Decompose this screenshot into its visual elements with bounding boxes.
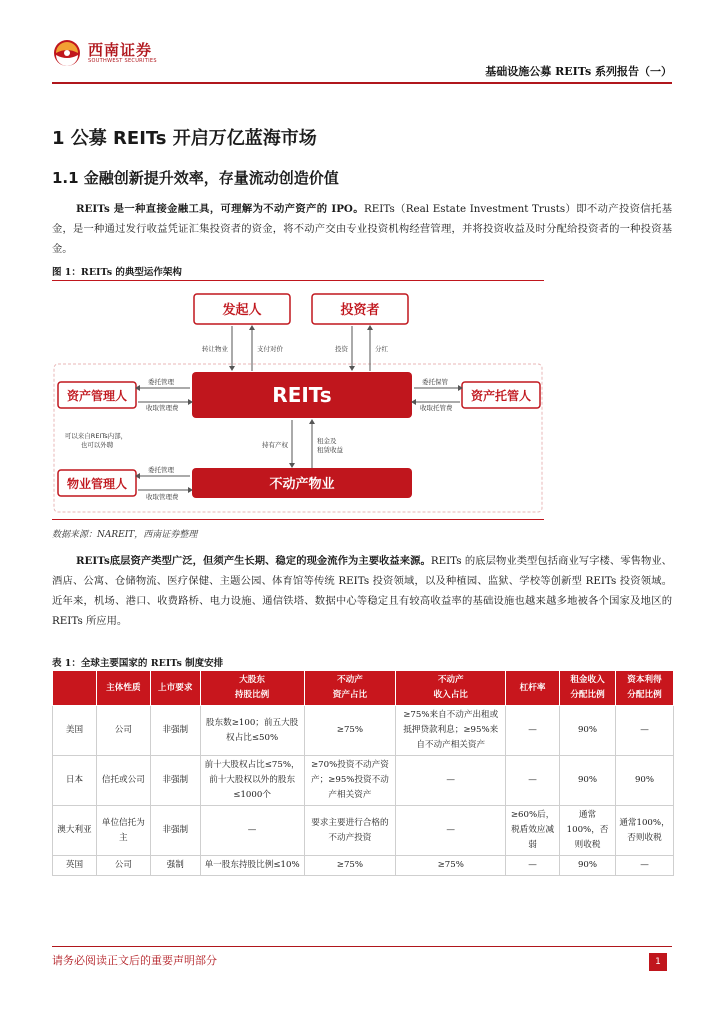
- section-heading-1: 1 公募 REITs 开启万亿蓝海市场: [52, 128, 317, 149]
- table-header-cell: 上市要求: [150, 671, 200, 706]
- disclaimer-notice: 请务必阅读正文后的重要声明部分: [52, 954, 217, 967]
- table-header-cell: [53, 671, 97, 706]
- section-heading-1-1: 1.1 金融创新提升效率，存量流动创造价值: [52, 169, 339, 187]
- transfer-property-label: 转让物业: [202, 345, 228, 353]
- table-cell: —: [506, 856, 560, 876]
- entrust-mgmt-label-1: 委托管理: [148, 378, 174, 386]
- table-cell: 单位信托为主: [96, 806, 150, 856]
- pay-consideration-arrowhead: [249, 325, 255, 330]
- reits-structure-diagram: [52, 286, 544, 516]
- table-cell: 日本: [53, 756, 97, 806]
- asset-type-paragraph-body: REITs 的底层物业类型包括商业写字楼、零售物业、酒店、公寓、仓储物流、医疗保健、主题公园、体育馆等传统 REITs 投资领域，以及种植园、监狱、学校等创新型 REITs 投资领域。近年来，机场、港口、收费路桥、电力设施、通信铁塔、数据中心等稳定且有较高收益率的基础设施也越来越多地被各个国家及地区的 REITs 所应用。: [52, 555, 672, 627]
- intro-paragraph-body: REITs（Real Estate Investment Trusts）即不动产投资信托基金，是一种通过发行收益凭证汇集投资者的资金，将不动产交由专业投资机构经营管理，并将投资收益及时分配给投资者的一种投资基金。: [52, 203, 673, 255]
- transfer-property-arrowhead: [229, 366, 235, 371]
- table-row: [53, 856, 674, 876]
- dividend-label: 分红: [375, 345, 388, 353]
- table-cell: 美国: [53, 706, 97, 756]
- table-cell: 要求主要进行合格的不动产投资: [304, 806, 396, 856]
- table-cell: 90%: [560, 706, 616, 756]
- table-cell: 90%: [560, 856, 616, 876]
- intro-paragraph: [52, 199, 672, 259]
- report-series-title: 基础设施公募 REITs 系列报告（一）: [485, 65, 672, 78]
- company-logo: [52, 38, 157, 68]
- hold-title-label: 持有产权: [262, 441, 288, 449]
- figure-bottom-rule: [52, 519, 544, 520]
- reits-regime-table: [52, 670, 674, 876]
- table-cell: 非强制: [150, 756, 200, 806]
- table-caption: 表 1：全球主要国家的 REITs 制度安排: [52, 658, 224, 669]
- collect-custody-fee-label: 收取托管费: [420, 404, 453, 412]
- table-cell: 股东数≥100；前五大股权占比≤50%: [200, 706, 304, 756]
- sponsor-box-label: 发起人: [222, 303, 262, 318]
- collect-fee-label-2: 收取管理费: [146, 493, 179, 501]
- table-cell: 公司: [96, 856, 150, 876]
- figure-top-rule: [52, 280, 544, 281]
- table-cell: —: [506, 756, 560, 806]
- table-header-cell: 杠杆率: [506, 671, 560, 706]
- investor-box-label: 投资者: [340, 303, 380, 318]
- table-body: [53, 706, 674, 876]
- rent-income-label: 租金及 租赁收益: [317, 437, 343, 454]
- page-number: 1: [649, 953, 667, 971]
- table-cell: —: [506, 706, 560, 756]
- table-header-cell: 大股东 持股比例: [200, 671, 304, 706]
- table-cell: ≥70%投资不动产资产；≥95%投资不动产相关资产: [304, 756, 396, 806]
- table-cell: ≥75%: [304, 856, 396, 876]
- invest-arrowhead: [349, 366, 355, 371]
- table-cell: 通常100%，否则收税: [560, 806, 616, 856]
- table-cell: ≥75%: [396, 856, 506, 876]
- entrust-mgmt-label-2: 委托管理: [148, 466, 174, 474]
- intro-paragraph-lead: REITs 是一种直接金融工具，可理解为不动产资产的 IPO。: [76, 203, 364, 215]
- dividend-arrowhead: [367, 325, 373, 330]
- table-cell: —: [396, 756, 506, 806]
- figure-source: 数据来源：NAREIT，西南证券整理: [52, 530, 198, 540]
- table-header-cell: 主体性质: [96, 671, 150, 706]
- table-cell: 公司: [96, 706, 150, 756]
- reits-box-label: REITs: [272, 383, 332, 407]
- table-cell: ≥75%: [304, 706, 396, 756]
- table-cell: —: [616, 856, 674, 876]
- table-cell: —: [396, 806, 506, 856]
- table-cell: 前十大股权占比≤75%，前十大股权以外的股东≤1000个: [200, 756, 304, 806]
- footer-divider: [52, 946, 672, 947]
- table-row: [53, 806, 674, 856]
- table-cell: 非强制: [150, 706, 200, 756]
- pay-consideration-label: 支付对价: [257, 345, 283, 353]
- table-header-cell: 不动产 收入占比: [396, 671, 506, 706]
- entrust-custody-label: 委托保管: [422, 378, 448, 386]
- table-header-cell: 资本利得 分配比例: [616, 671, 674, 706]
- table-cell: 单一股东持股比例≤10%: [200, 856, 304, 876]
- logo-chinese-name: 西南证券: [88, 41, 153, 59]
- southwest-securities-logo-icon: [52, 38, 82, 68]
- table-header-row: [53, 671, 674, 706]
- page-header: [52, 38, 672, 88]
- table-cell: 强制: [150, 856, 200, 876]
- table-cell: 信托或公司: [96, 756, 150, 806]
- table-cell: ≥75%来自不动产出租或抵押贷款利息；≥95%来自不动产相关资产: [396, 706, 506, 756]
- table-cell: —: [200, 806, 304, 856]
- figure-caption: 图 1：REITs 的典型运作架构: [52, 267, 182, 278]
- table-cell: 英国: [53, 856, 97, 876]
- logo-english-name: SOUTHWEST SECURITIES: [88, 58, 157, 64]
- custodian-box-label: 资产托管人: [470, 389, 532, 403]
- asset-manager-box-label: 资产管理人: [66, 389, 128, 403]
- invest-label: 投资: [335, 345, 348, 353]
- table-header-cell: 不动产 资产占比: [304, 671, 396, 706]
- table-row: [53, 706, 674, 756]
- table-cell: 澳大利亚: [53, 806, 97, 856]
- header-divider: [52, 82, 672, 84]
- manager-source-note: 可以来自REITs内部， 也可以外聘: [64, 432, 128, 449]
- asset-type-paragraph: [52, 551, 672, 631]
- real-estate-box-label: 不动产物业: [269, 477, 335, 492]
- table-cell: 非强制: [150, 806, 200, 856]
- table-cell: ≥60%后，税盾效应减弱: [506, 806, 560, 856]
- table-cell: 通常100%，否则收税: [616, 806, 674, 856]
- property-manager-box-label: 物业管理人: [66, 477, 128, 491]
- table-cell: 90%: [560, 756, 616, 806]
- asset-type-paragraph-lead: REITs底层资产类型广泛，但须产生长期、稳定的现金流作为主要收益来源。: [76, 555, 431, 567]
- table-cell: —: [616, 706, 674, 756]
- table-cell: 90%: [616, 756, 674, 806]
- table-header-cell: 租金收入 分配比例: [560, 671, 616, 706]
- collect-fee-label-1: 收取管理费: [146, 404, 179, 412]
- table-row: [53, 756, 674, 806]
